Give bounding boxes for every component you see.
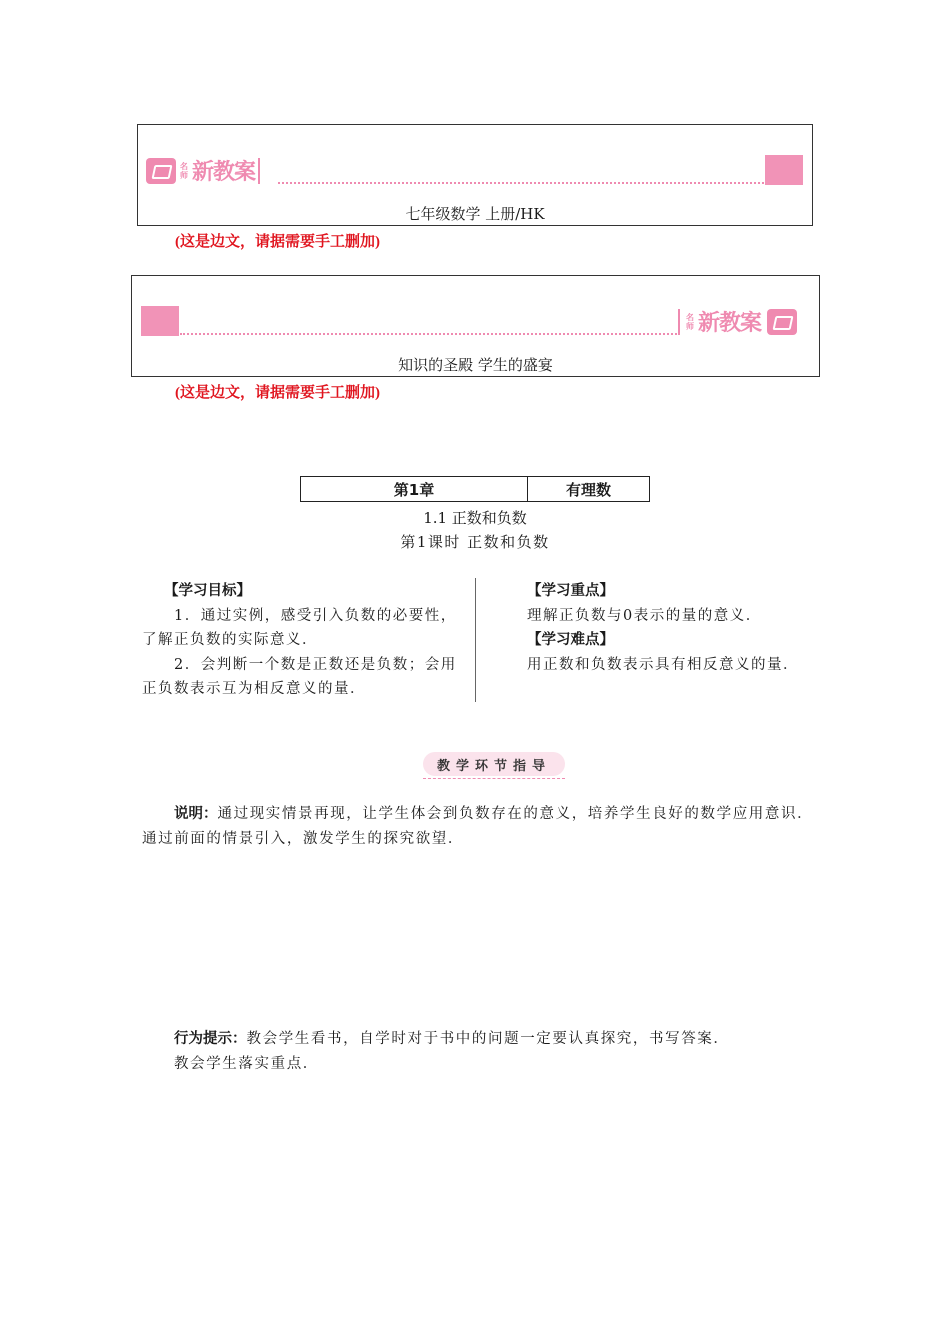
difficulty-heading: 【学习难点】 xyxy=(527,632,614,648)
goal-item: 2．会判断一个数是正数还是负数；会用正负数表示互为相反意义的量． xyxy=(142,656,457,697)
teaching-guide-banner xyxy=(423,752,565,780)
pink-block xyxy=(141,306,179,336)
key-points xyxy=(527,579,817,677)
chapter-table xyxy=(300,476,650,502)
logo-small-text: 名师 xyxy=(686,312,694,331)
header-box-bottom xyxy=(131,275,820,377)
lesson-title: 第1课时 正数和负数 xyxy=(400,533,550,551)
explanation-label: 说明： xyxy=(174,806,218,822)
logo-small-text: 名师 xyxy=(180,161,188,180)
logo-divider xyxy=(258,158,260,184)
logo-text: 新教案 xyxy=(698,311,762,336)
section-title: 1.1 正数和负数 xyxy=(423,509,527,527)
chapter-name: 有理数 xyxy=(528,477,650,502)
logo-divider xyxy=(678,309,680,335)
hint-text-2: 教会学生落实重点． xyxy=(174,1056,319,1072)
behavior-hint xyxy=(174,1027,814,1077)
learning-goals xyxy=(142,579,467,702)
brand-logo xyxy=(678,306,797,337)
pink-block xyxy=(765,155,803,185)
brand-logo xyxy=(146,155,260,186)
header-box-top xyxy=(137,124,813,226)
dotted-rule xyxy=(278,182,764,184)
hint-label: 行为提示： xyxy=(174,1031,247,1047)
chapter-number: 第1章 xyxy=(301,477,528,502)
focus-heading: 【学习重点】 xyxy=(527,583,614,599)
side-note: (这是边文，请据需要手工删加) xyxy=(175,234,380,250)
book-icon xyxy=(767,309,797,335)
goal-item: 1．通过实例，感受引入负数的必要性，了解正负数的实际意义． xyxy=(142,607,457,648)
guide-underline xyxy=(423,778,565,779)
side-note: (这是边文，请据需要手工删加) xyxy=(175,385,380,401)
difficulty-text: 用正数和负数表示具有相反意义的量． xyxy=(527,656,799,673)
guide-label: 教学环节指导 xyxy=(423,752,565,776)
dotted-rule xyxy=(180,333,680,335)
goals-heading: 【学习目标】 xyxy=(164,583,251,599)
logo-text: 新教案 xyxy=(192,160,256,185)
header-subtitle: 七年级数学 上册/HK xyxy=(405,205,545,223)
book-icon xyxy=(146,158,176,184)
explanation-text: 通过现实情景再现，让学生体会到负数存在的意义，培养学生良好的数学应用意识．通过前面的情景引入，激发学生的探究欲望． xyxy=(142,806,814,847)
focus-text: 理解正负数与0表示的量的意义． xyxy=(527,607,762,624)
hint-text: 教会学生看书，自学时对于书中的问题一定要认真探究，书写答案． xyxy=(246,1031,730,1047)
column-divider xyxy=(475,578,476,702)
header-subtitle: 知识的圣殿 学生的盛宴 xyxy=(398,356,553,374)
explanation-paragraph xyxy=(142,802,817,852)
